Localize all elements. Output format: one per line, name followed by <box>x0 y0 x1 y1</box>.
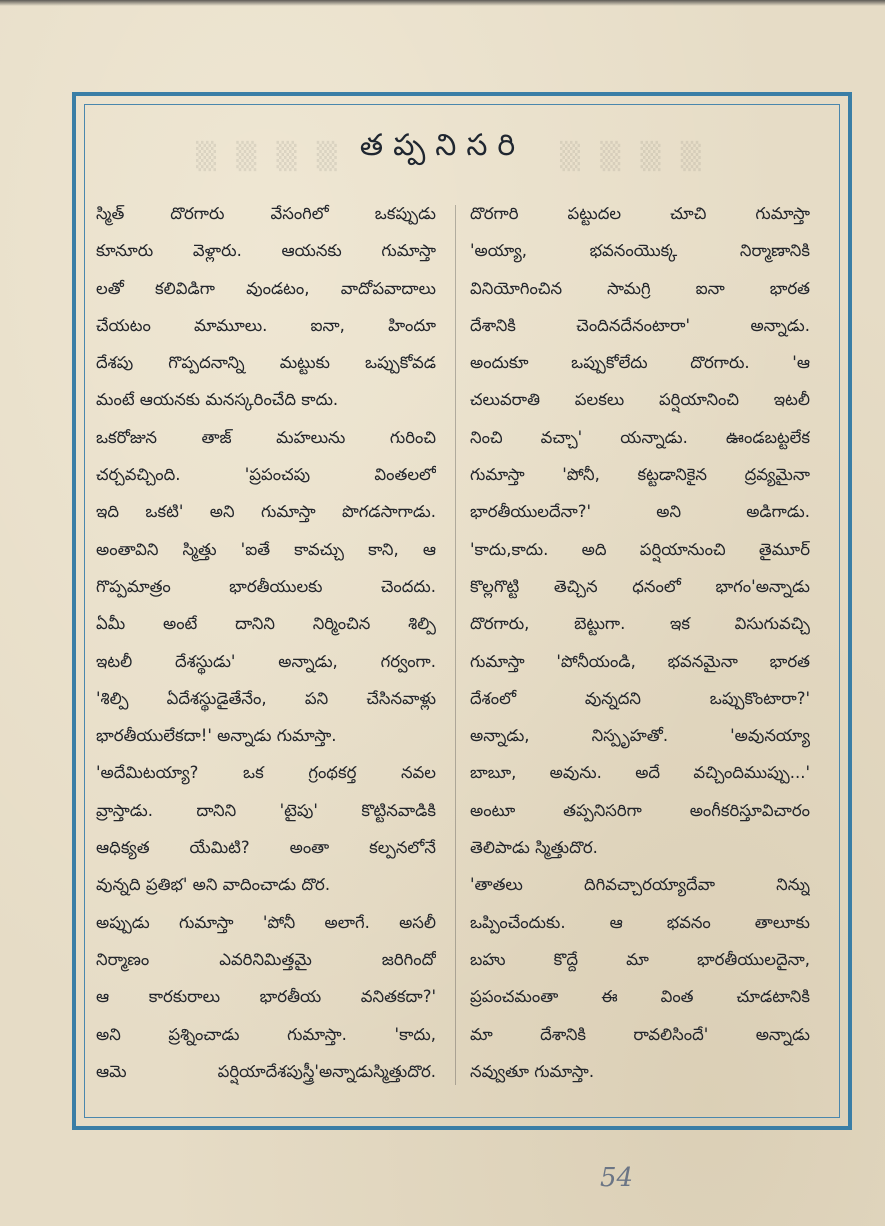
text-line: దేశంలో వున్నదని ఒప్పుకొంటారా?' <box>470 688 810 708</box>
right-text-column <box>470 195 810 1090</box>
text-line: అని ప్రశ్నించాడు గుమాస్తా. 'కాదు, <box>96 1024 436 1044</box>
text-line: దొరగారి పట్టుదల చూచి గుమాస్తా <box>470 204 810 223</box>
text-line: తెలిపాడు స్మిత్తుదొర. <box>470 838 598 858</box>
text-line: ఇటలీ దేశస్థుడు' అన్నాడు, గర్వంగా. <box>96 651 436 671</box>
text-line: వున్నది ప్రతిభ' అని వాదించాడు దొర. <box>96 875 331 895</box>
text-line: అందుకూ ఒప్పుకోలేదు దొరగారు. 'ఆ <box>470 353 810 373</box>
show-through-text-left: ▒ ▒ ▒ ▒ <box>196 142 343 172</box>
text-line: అంటూ తప్పనిసరిగా అంగీకరిస్తూవిచారం <box>470 800 810 820</box>
text-line: చర్చవచ్చింది. 'ప్రపంచపు వింతలలో <box>96 465 436 485</box>
text-line: వినియోగించిన సామగ్రి ఐనా భారత <box>470 278 810 298</box>
text-line: 'కాదు,కాదు. అది పర్షియానుంచి తైమూర్ <box>470 539 810 559</box>
text-line: బాబూ, అవును. అదే వచ్చిందిముప్పు...' <box>470 763 810 783</box>
column-divider <box>455 205 456 1085</box>
text-line: ఒప్పించేందుకు. ఆ భవనం తాలూకు <box>470 912 810 932</box>
text-line: మా దేశానికి రావలిసిందే' అన్నాడు <box>470 1024 810 1044</box>
text-line: గొప్పమాత్రం భారతీయులకు చెందదు. <box>96 576 436 596</box>
text-line: ఆమె పర్షియాదేశపుస్త్రీ'అన్నాడుస్మిత్తుదొర. <box>96 1061 436 1081</box>
text-line: బహు కొద్దే మా భారతీయులదైనా, <box>470 949 810 969</box>
text-line: అంతావిని స్మిత్తు 'ఐతే కావచ్చు కాని, ఆ <box>96 539 436 559</box>
text-line: గుమాస్తా 'పోనీయండి, భవనమైనా భారత <box>470 651 810 671</box>
text-line: అన్నాడు, నిస్పృహతో. 'అవునయ్యా <box>470 726 810 746</box>
text-line: గుమాస్తా 'పోనీ, కట్టడానికైన ద్రవ్యమైనా <box>470 465 810 485</box>
text-line: భారతీయులదేనా?' అని అడిగాడు. <box>470 502 810 522</box>
text-line: నించి వచ్చా' యన్నాడు. ఊండబట్టలేక <box>470 427 810 447</box>
text-line: కూనూరు వెళ్లారు. ఆయనకు గుమాస్తా <box>96 241 436 261</box>
text-line: చలువరాతి పలకలు పర్షియానించి ఇటలీ <box>470 390 810 410</box>
text-line: 'తాతలు దిగివచ్చారయ్యాదేవా నిన్ను <box>470 875 810 895</box>
page-top-edge <box>0 0 885 6</box>
text-line: లతో కలివిడిగా వుండటం, వాదోపవాదాలు <box>96 278 436 298</box>
text-line: 'శిల్పి ఏదేశస్థుడైతేనేం, పని చేసినవాళ్లు <box>96 688 436 708</box>
text-line: నిర్మాణం ఎవరినిమిత్తమై జరిగిందో <box>96 949 436 969</box>
text-line: కొల్లగొట్టి తెచ్చిన ధనంలో భాగం'అన్నాడు <box>470 576 810 596</box>
text-line: దొరగారు, బెట్టుగా. ఇక విసుగువచ్చి <box>470 614 810 634</box>
text-line: మంటే ఆయనకు మనస్కరించేది కాదు. <box>96 390 339 410</box>
text-line: ఆ కారకురాలు భారతీయ వనితకదా?' <box>96 987 436 1007</box>
text-line: 'అయ్యా, భవనంయొక్క నిర్మాణానికి <box>470 241 810 261</box>
page-number: 54 <box>600 1163 634 1193</box>
text-line: చేయటం మామూలు. ఐనా, హిందూ <box>96 315 436 335</box>
left-text-column <box>96 195 436 1090</box>
text-line: దేశానికి చెందినదేనంటారా' అన్నాడు. <box>470 315 810 335</box>
text-line: ఇది ఒకటి' అని గుమాస్తా పొగడసాగాడు. <box>96 502 436 522</box>
text-line: ప్రపంచమంతా ఈ వింత చూడటానికి <box>470 987 810 1007</box>
text-line: ఏమీ అంటే దానిని నిర్మించిన శిల్పి <box>96 614 436 634</box>
text-line: ఒకరోజున తాజ్ మహలును గురించి <box>96 427 436 447</box>
text-line: అప్పుడు గుమాస్తా 'పోనీ అలాగే. అసలీ <box>96 912 436 932</box>
text-line: 'అదేమిటయ్యా? ఒక గ్రంథకర్త నవల <box>96 763 436 783</box>
text-line: నవ్వుతూ గుమాస్తా. <box>470 1061 595 1081</box>
text-line: భారతీయులేకదా!' అన్నాడు గుమాస్తా. <box>96 726 337 746</box>
story-title: తప్పనిసరి <box>359 128 526 163</box>
show-through-text-right: ▒ ▒ ▒ ▒ <box>560 142 707 172</box>
text-line: దేశపు గొప్పదనాన్ని మట్టుకు ఒప్పుకోవడ <box>96 353 436 373</box>
text-line: ఆధిక్యత యేమిటి? అంతా కల్పనలోనే <box>96 838 436 858</box>
text-line: స్మిత్ దొరగారు వేసంగిలో ఒకప్పుడు <box>96 204 436 223</box>
text-line: వ్రాస్తాడు. దానిని 'టైపు' కొట్టినవాడికి <box>96 800 436 820</box>
